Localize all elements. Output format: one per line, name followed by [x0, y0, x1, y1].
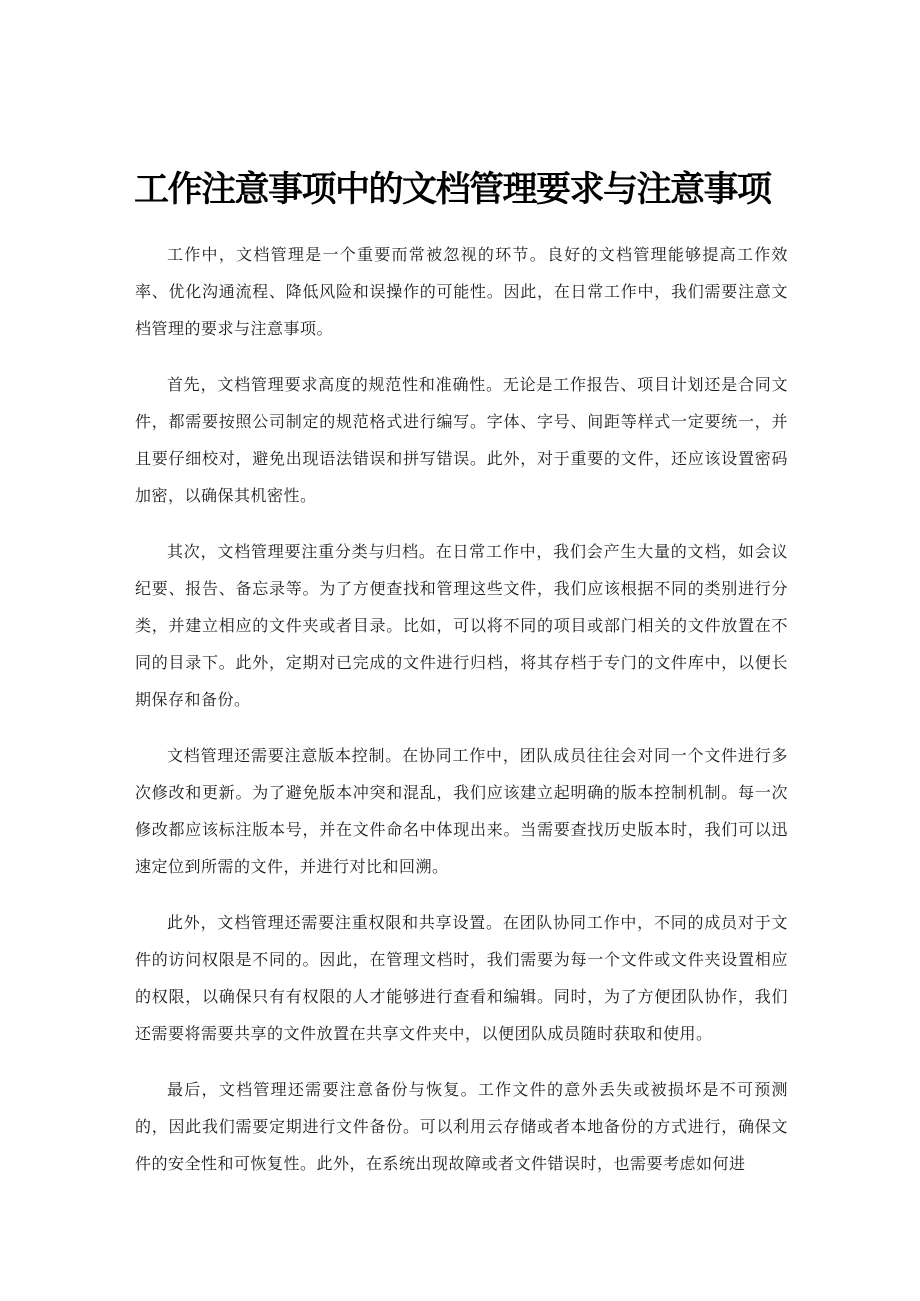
paragraph-3: 其次，文档管理要注重分类与归档。在日常工作中，我们会产生大量的文档，如会议纪要、报告、备忘录等。为了方便查找和管理这些文件，我们应该根据不同的类别进行分类，并建立相应的文件夹或者目录。比如，可以将不同的项目或部门相关的文件放置在不同的目录下。此外，定期对已完成的文件进行归档，将其存档于专门的文件库中，以便长期保存和备份。	[135, 542, 788, 709]
paragraph-1: 工作中，文档管理是一个重要而常被忽视的环节。良好的文档管理能够提高工作效率、优化沟通流程、降低风险和误操作的可能性。因此，在日常工作中，我们需要注意文档管理的要求与注意事项。	[135, 245, 788, 338]
paragraph-2: 首先，文档管理要求高度的规范性和准确性。无论是工作报告、项目计划还是合同文件，都需要按照公司制定的规范格式进行编写。字体、字号、间距等样式一定要统一，并且要仔细校对，避免出现语法错误和拼写错误。此外，对于重要的文件，还应该设置密码加密，以确保其机密性。	[135, 375, 788, 505]
document-title: 工作注意事项中的文档管理要求与注意事项	[134, 170, 771, 210]
paragraph-4: 文档管理还需要注意版本控制。在协同工作中，团队成员往往会对同一个文件进行多次修改和更新。为了避免版本冲突和混乱，我们应该建立起明确的版本控制机制。每一次修改都应该标注版本号，并在文件命名中体现出来。当需要查找历史版本时，我们可以迅速定位到所需的文件，并进行对比和回溯。	[135, 746, 788, 876]
paragraph-6: 最后，文档管理还需要注意备份与恢复。工作文件的意外丢失或被损坏是不可预测的，因此我们需要定期进行文件备份。可以利用云存储或者本地备份的方式进行，确保文件的安全性和可恢复性。此外，在系统出现故障或者文件错误时，也需要考虑如何进	[135, 1080, 788, 1173]
document-body	[135, 236, 788, 1201]
paragraph-5: 此外，文档管理还需要注重权限和共享设置。在团队协同工作中，不同的成员对于文件的访问权限是不同的。因此，在管理文档时，我们需要为每一个文件或文件夹设置相应的权限，以确保只有有权限的人才能够进行查看和编辑。同时，为了方便团队协作，我们还需要将需要共享的文件放置在共享文件夹中，以便团队成员随时获取和使用。	[135, 913, 788, 1043]
